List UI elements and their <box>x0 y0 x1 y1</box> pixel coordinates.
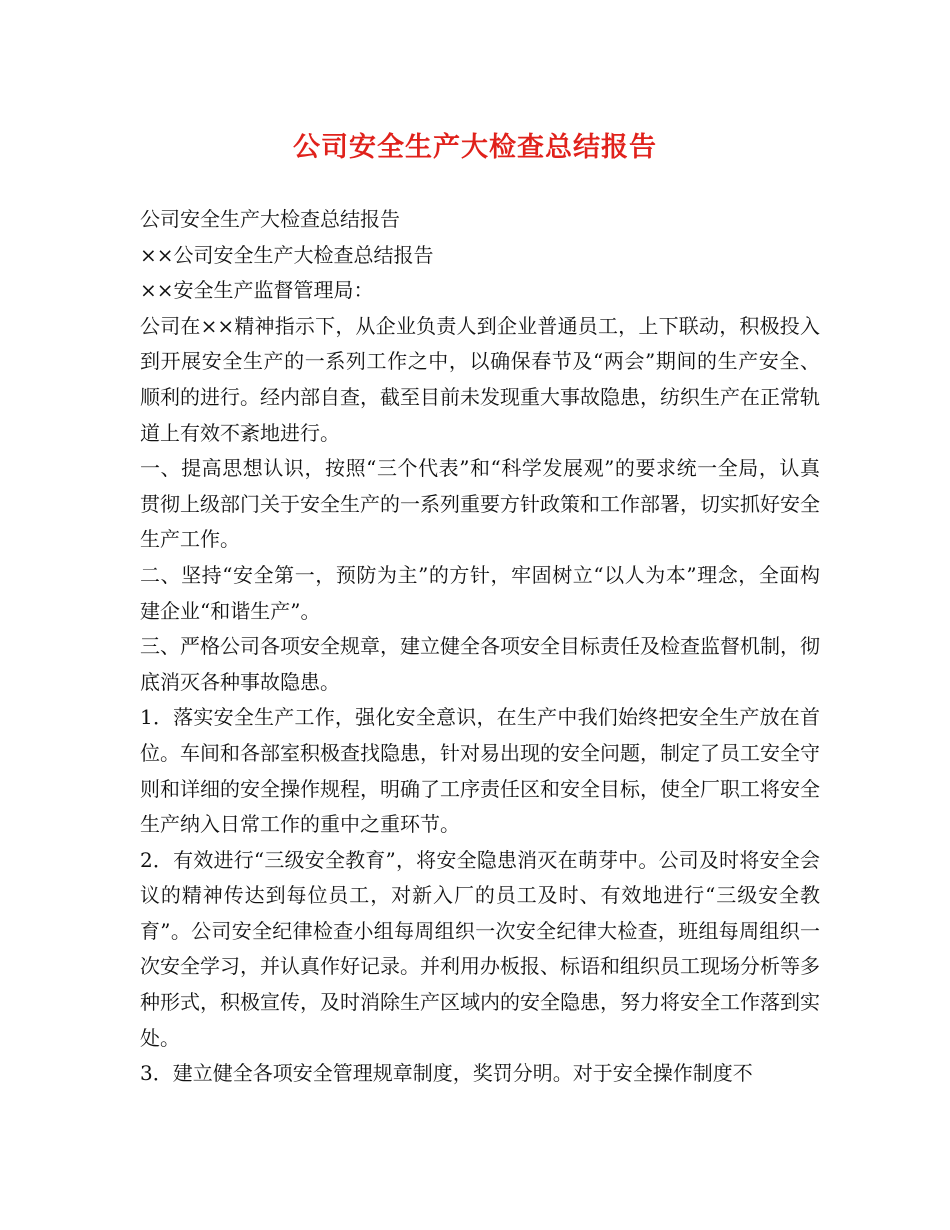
paragraph-item-2: 2．有效进行“三级安全教育”，将安全隐患消灭在萌芽中。公司及时将安全会议的精神传达到每位员工，对新入厂的员工及时、有效地进行“三级安全教育”。公司安全纪律检查小组每周组织一次安全纪律大检查，班组每周组织一次安全学习，并认真作好记录。并利用办板报、标语和组织员工现场分析等多种形式，积极宣传，及时消除生产区域内的安全隐患，努力将安全工作落到实处。 <box>140 847 820 1050</box>
paragraph-report-name: ××公司安全生产大检查总结报告 <box>140 242 434 267</box>
paragraph-heading-repeat: 公司安全生产大检查总结报告 <box>140 207 400 231</box>
paragraph-section-2: 二、坚持“安全第一，预防为主”的方针，牢固树立“以人为本”理念，全面构建企业“和谐生产”。 <box>140 562 820 623</box>
paragraph-section-3: 三、严格公司各项安全规章，建立健全各项安全目标责任及检查监督机制，彻底消灭各种事故隐患。 <box>140 634 820 694</box>
document-body <box>140 202 820 1092</box>
paragraph-intro: 公司在××精神指示下，从企业负责人到企业普通员工，上下联动，积极投入到开展安全生产的一系列工作之中，以确保春节及“两会”期间的生产安全、顺利的进行。经内部自查，截至目前未发现重大事故隐患，纺织生产在正常轨道上有效不紊地进行。 <box>140 313 820 445</box>
document-title: 公司安全生产大检查总结报告 <box>293 132 657 163</box>
paragraph-item-1: 1．落实安全生产工作，强化安全意识，在生产中我们始终把安全生产放在首位。车间和各部室积极查找隐患，针对易出现的安全问题，制定了员工安全守则和详细的安全操作规程，明确了工序责任区和安全目标，使全厂职工将安全生产纳入日常工作的重中之重环节。 <box>140 705 820 837</box>
paragraph-item-3: 3．建立健全各项安全管理规章制度，奖罚分明。对于安全操作制度不 <box>140 1061 753 1086</box>
paragraph-addressee: ××安全生产监督管理局： <box>140 278 374 303</box>
paragraph-section-1: 一、提高思想认识，按照“三个代表”和“科学发展观”的要求统一全局，认真贯彻上级部门关于安全生产的一系列重要方针政策和工作部署，切实抓好安全生产工作。 <box>140 456 820 552</box>
